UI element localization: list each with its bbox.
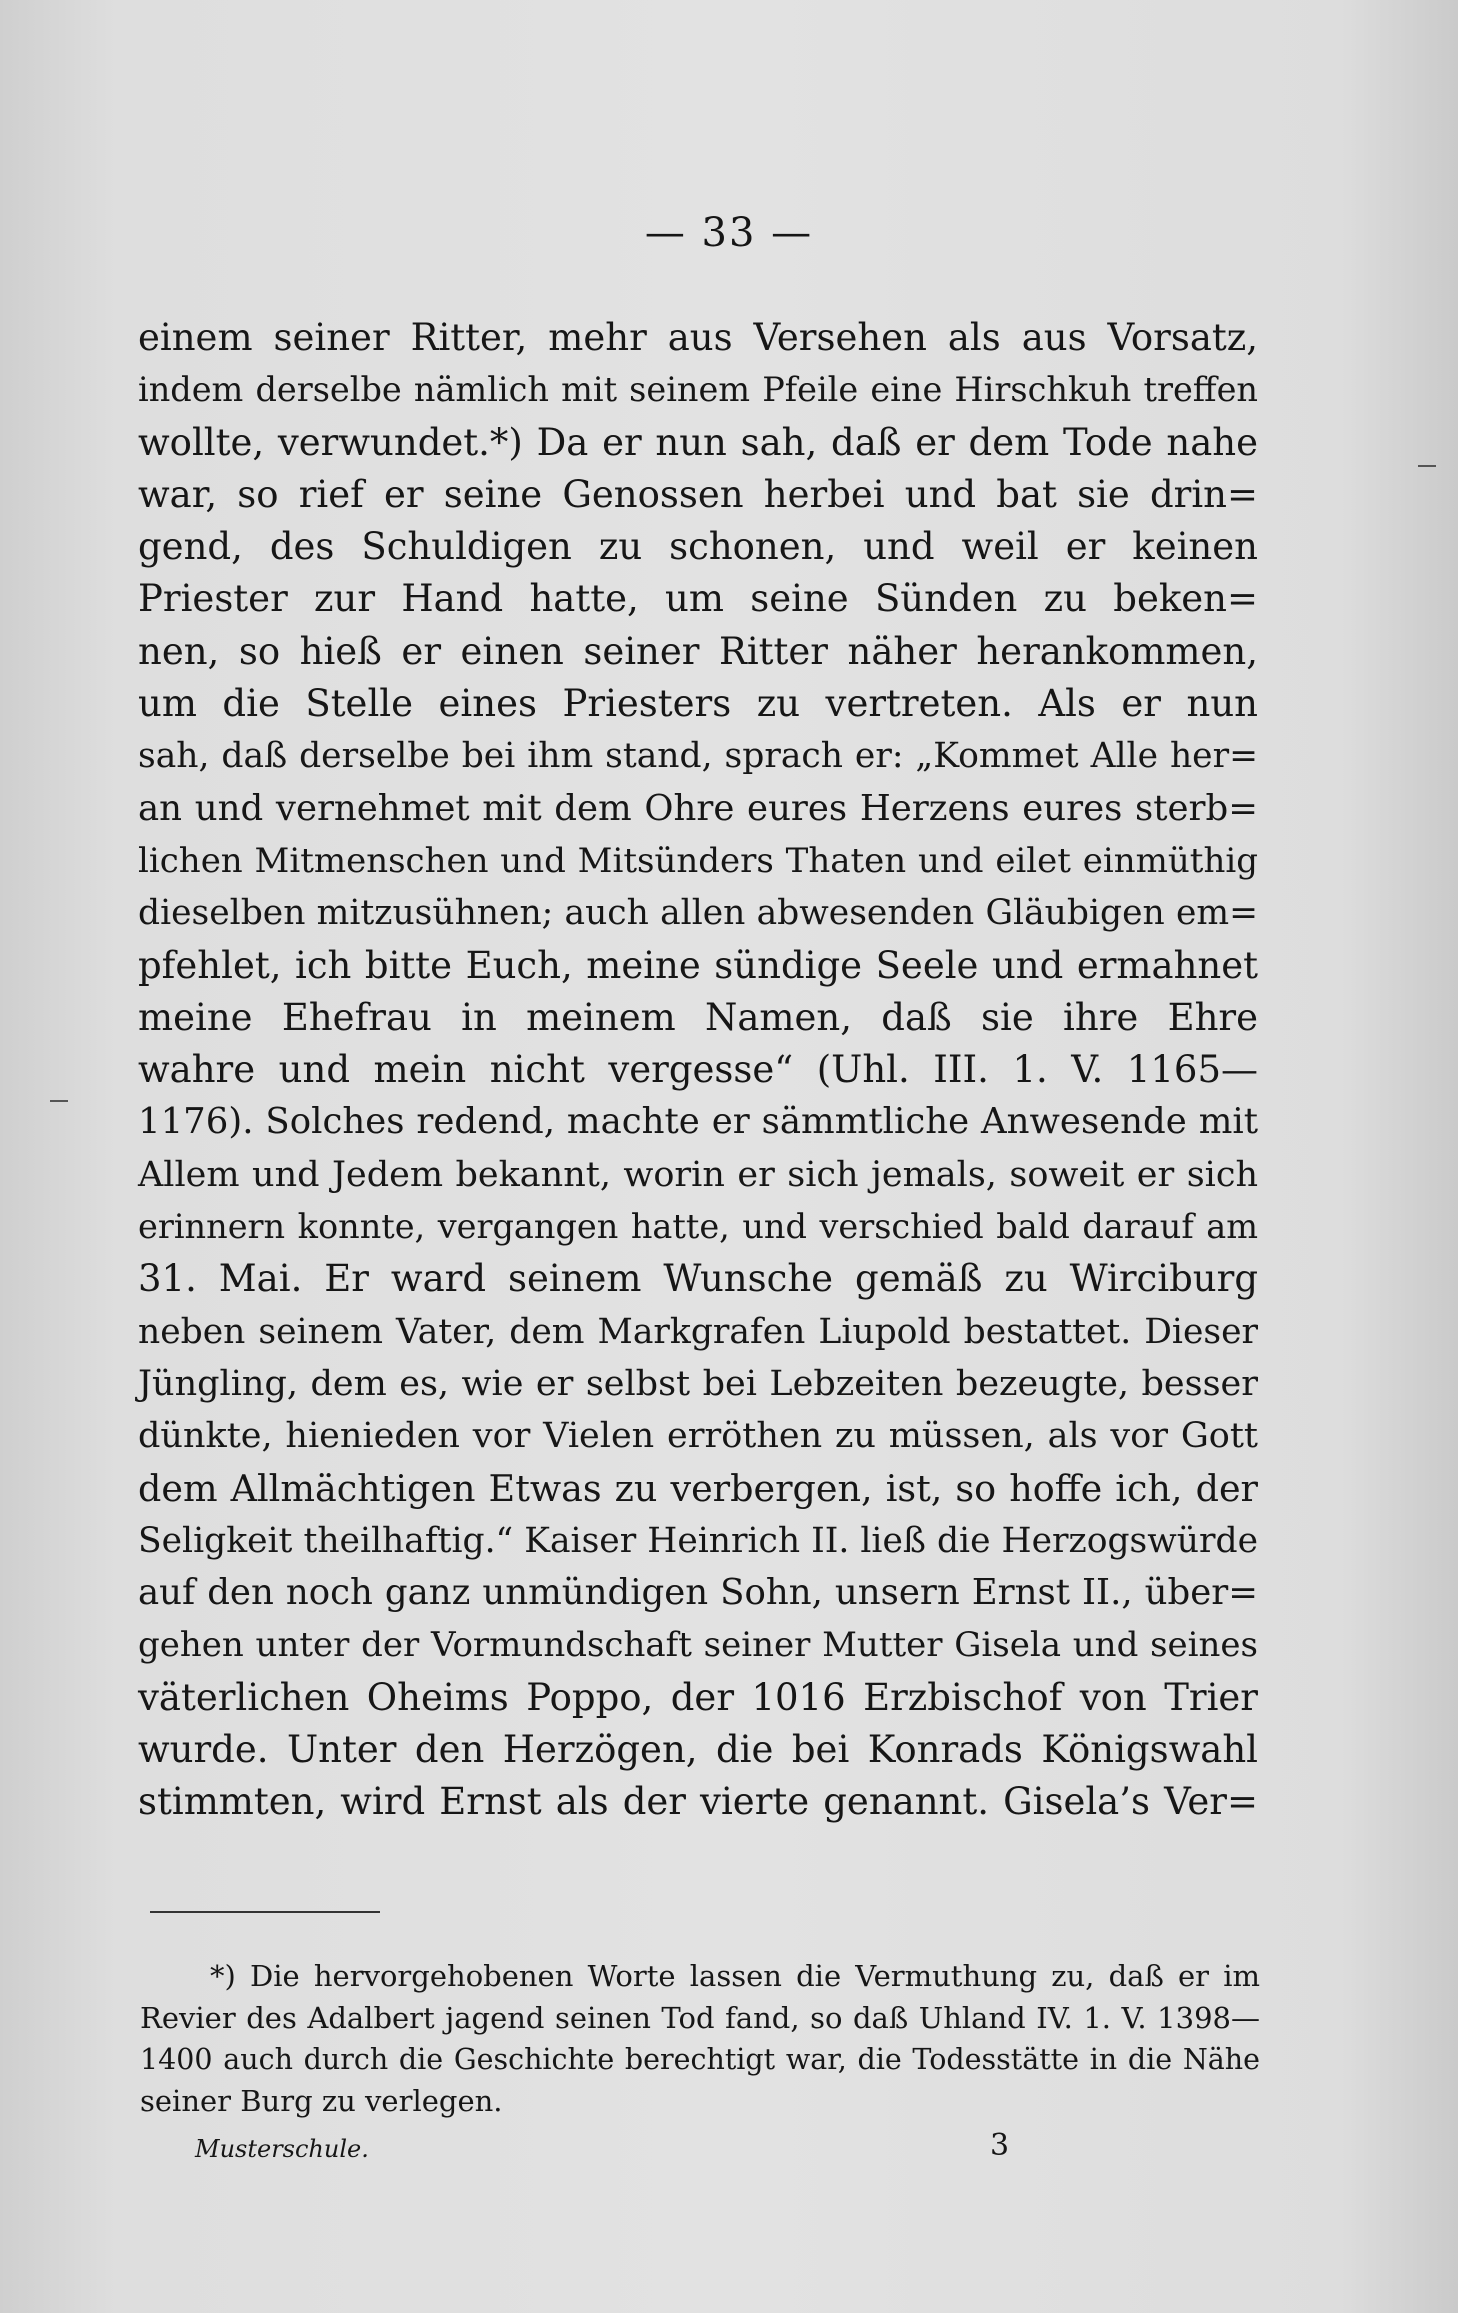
text-line: gehen unter der Vormundschaft seiner Mutter Gisela und seines xyxy=(138,1625,1258,1666)
text-line: wahre und mein nicht vergesse“ (Uhl. III. 1. V. 1165— xyxy=(138,1048,1258,1092)
text-line: dem Allmächtigen Etwas zu verbergen, ist, so hoffe ich, der xyxy=(138,1466,1258,1510)
text-line: Priester zur Hand hatte, um seine Sünden zu beken= xyxy=(138,577,1258,621)
sheet-number: 3 xyxy=(990,2128,1010,2163)
text-line: 31. Mai. Er ward seinem Wunsche gemäß zu Wirciburg xyxy=(138,1257,1258,1301)
margin-mark xyxy=(50,1100,68,1102)
text-line: Jüngling, dem es, wie er selbst bei Lebzeiten bezeugte, besser xyxy=(138,1363,1258,1404)
footnote-line: Revier des Adalbert jagend seinen Tod fand, so daß Uhland IV. 1. V. 1398— xyxy=(140,2000,1260,2035)
text-line: väterlichen Oheims Poppo, der 1016 Erzbischof von Trier xyxy=(138,1675,1258,1719)
text-line: erinnern konnte, vergangen hatte, und verschied bald darauf am xyxy=(138,1207,1258,1247)
text-line: sah, daß derselbe bei ihm stand, sprach er: „Kommet Alle her= xyxy=(138,736,1258,777)
text-line: gend, des Schuldigen zu schonen, und weil er keinen xyxy=(138,525,1258,569)
text-line: dünkte, hienieden vor Vielen erröthen zu müssen, als vor Gott xyxy=(138,1416,1258,1457)
text-line: an und vernehmet mit dem Ohre eures Herzens eures sterb= xyxy=(138,787,1258,829)
text-line: indem derselbe nämlich mit seinem Pfeile eine Hirschkuh treffen xyxy=(138,370,1258,410)
footnote-line: *) Die hervorgehobenen Worte lassen die Vermuthung zu, daß er im xyxy=(210,1959,1260,1993)
text-line: Allem und Jedem bekannt, worin er sich jemals, soweit er sich xyxy=(138,1154,1258,1195)
text-line: war, so rief er seine Genossen herbei und bat sie drin= xyxy=(138,472,1258,516)
text-line: um die Stelle eines Priesters zu vertreten. Als er nun xyxy=(138,682,1258,726)
text-line: meine Ehefrau in meinem Namen, daß sie ihre Ehre xyxy=(138,995,1258,1039)
text-line: stimmten, wird Ernst als der vierte genannt. Gisela’s Ver= xyxy=(138,1780,1258,1824)
footnote-line: 1400 auch durch die Geschichte berechtigt war, die Todesstätte in die Nähe xyxy=(140,2043,1260,2076)
text-line: neben seinem Vater, dem Markgrafen Liupold bestattet. Dieser xyxy=(138,1311,1258,1352)
text-line: wollte, verwundet.*) Da er nun sah, daß er dem Tode nahe xyxy=(138,420,1258,464)
text-line: 1176). Solches redend, machte er sämmtliche Anwesende mit xyxy=(138,1101,1258,1143)
margin-mark xyxy=(1418,465,1436,467)
body-text xyxy=(138,312,1258,1829)
text-line: einem seiner Ritter, mehr aus Versehen als aus Vorsatz, xyxy=(138,316,1258,359)
footnote-divider xyxy=(150,1911,380,1913)
text-line: dieselben mitzusühnen; auch allen abwesenden Gläubigen em= xyxy=(138,893,1258,934)
footnote-line: seiner Burg zu verlegen. xyxy=(140,2083,503,2118)
printer-signature: Musterschule. xyxy=(195,2135,369,2163)
page-number: — 33 — xyxy=(644,210,814,256)
text-line: pfehlet, ich bitte Euch, meine sündige Seele und ermahnet xyxy=(138,943,1258,987)
text-line: wurde. Unter den Herzögen, die bei Konrads Königswahl xyxy=(138,1728,1258,1772)
text-line: lichen Mitmenschen und Mitsünders Thaten und eilet einmüthig xyxy=(138,840,1258,881)
footnote xyxy=(140,1956,1260,2122)
text-line: auf den noch ganz unmündigen Sohn, unsern Ernst II., über= xyxy=(138,1572,1258,1614)
text-line: Seligkeit theilhaftig.“ Kaiser Heinrich II. ließ die Herzogswürde xyxy=(138,1520,1258,1561)
text-line: nen, so hieß er einen seiner Ritter näher herankommen, xyxy=(138,629,1258,673)
